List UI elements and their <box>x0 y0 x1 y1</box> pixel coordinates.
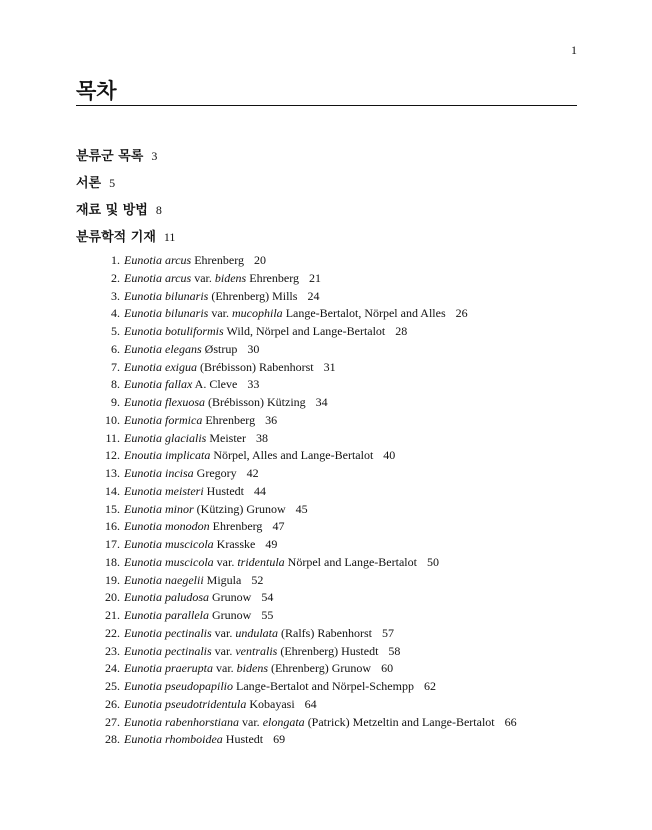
entry-number: 10. <box>105 412 120 427</box>
entry-page-number: 38 <box>256 430 268 445</box>
author-citation: Ehrenberg <box>209 519 263 534</box>
author-citation: Migula <box>203 572 242 587</box>
entry-page-number: 40 <box>383 448 396 463</box>
entry-page-number: 26 <box>455 306 468 321</box>
variety-marker: var. <box>211 643 236 658</box>
species-name: Eunotia muscicola <box>124 554 214 569</box>
species-name: Eunotia monodon <box>124 519 210 534</box>
author-citation: Gregory <box>193 466 237 480</box>
toc-species-entry <box>100 731 517 749</box>
toc-section-entry <box>76 199 175 226</box>
entry-number: 21. <box>105 608 120 622</box>
toc-section-entry <box>76 172 175 199</box>
entry-number: 12. <box>105 448 120 463</box>
entry-number: 14. <box>105 483 120 498</box>
species-name: Eunotia parallela <box>124 608 209 622</box>
author-citation: Nörpel, Alles and Lange-Bertalot <box>210 448 374 463</box>
toc-section-entry <box>76 226 175 253</box>
entry-number: 25. <box>105 679 120 693</box>
entry-number: 15. <box>105 501 120 516</box>
author-citation: Ehrenberg <box>191 253 244 267</box>
entry-number: 5. <box>111 324 120 338</box>
toc-species-entry <box>100 607 517 625</box>
section-title: 재료 및 방법 <box>76 203 148 218</box>
entry-number: 22. <box>105 625 120 640</box>
toc-species-entry <box>100 430 517 448</box>
entry-number: 20. <box>105 590 120 605</box>
toc-species-entry <box>100 305 517 323</box>
entry-page-number: 21 <box>309 270 321 285</box>
toc-species-entry <box>100 465 517 483</box>
author-citation: (Ehrenberg) Mills <box>208 288 298 303</box>
species-name: Eunotia rhomboidea <box>124 732 223 747</box>
variety-name: bidens <box>236 661 269 676</box>
author-citation: Ehrenberg <box>202 412 256 427</box>
section-page-number: 5 <box>109 176 116 190</box>
toc-species-entry <box>100 554 517 572</box>
entry-number: 6. <box>111 341 120 356</box>
section-title: 서론 <box>76 176 102 191</box>
entry-number: 18. <box>105 554 120 569</box>
entry-page-number: 57 <box>381 625 394 640</box>
species-name: Eunotia bilunaris <box>124 288 209 303</box>
entry-number: 27. <box>105 714 120 729</box>
species-name: Eunotia botuliformis <box>124 324 224 338</box>
entry-page-number: 36 <box>265 412 278 427</box>
toc-species-entry <box>100 359 517 377</box>
toc-species-entry <box>100 696 517 714</box>
author-citation: A. Cleve <box>192 377 238 392</box>
species-name: Eunotia pseudotridentula <box>124 696 247 711</box>
page-title: 목차 <box>76 79 117 103</box>
entry-page-number: 20 <box>253 253 266 267</box>
toc-species-entry <box>100 447 517 465</box>
entry-page-number: 31 <box>323 359 336 374</box>
toc-section-entry <box>76 145 175 172</box>
entry-page-number: 50 <box>426 554 439 569</box>
entry-number: 7. <box>111 359 120 374</box>
entry-number: 2. <box>111 270 120 285</box>
author-citation: Ehrenberg <box>246 270 299 285</box>
toc-species-entry <box>100 412 517 430</box>
toc-species-entry <box>100 394 517 412</box>
toc-species-entry <box>100 589 517 607</box>
entry-page-number: 33 <box>247 377 260 392</box>
entry-number: 17. <box>105 537 120 551</box>
toc-species-entry <box>100 572 517 590</box>
entry-page-number: 34 <box>315 395 328 409</box>
entry-page-number: 30 <box>247 341 260 356</box>
author-citation: Wild, Nörpel and Lange-Bertalot <box>223 324 386 338</box>
variety-name: mucophila <box>232 306 283 321</box>
species-name: Eunotia minor <box>124 501 194 516</box>
toc-species-entry <box>100 518 517 536</box>
toc-species-entry <box>100 643 517 661</box>
author-citation: Meister <box>206 430 246 445</box>
species-name: Eunotia naegelii <box>124 572 204 587</box>
entry-page-number: 58 <box>388 643 401 658</box>
species-name: Eunotia formica <box>124 412 203 427</box>
toc-species-entry <box>100 536 517 554</box>
toc-species-entry <box>100 341 517 359</box>
species-list <box>100 252 517 749</box>
entry-number: 9. <box>111 395 120 409</box>
species-name: Eunotia meisteri <box>124 483 204 498</box>
variety-marker: var. <box>213 554 238 569</box>
entry-number: 3. <box>111 288 120 303</box>
author-citation: Hustedt <box>203 483 245 498</box>
entry-page-number: 28 <box>395 324 408 338</box>
entry-number: 8. <box>111 377 120 392</box>
toc-species-entry <box>100 376 517 394</box>
section-list <box>76 145 175 253</box>
entry-page-number: 44 <box>254 483 267 498</box>
species-name: Eunotia praerupta <box>124 661 213 676</box>
author-citation: Østrup <box>201 341 238 356</box>
entry-page-number: 52 <box>251 572 264 587</box>
author-citation: (Brébisson) Rabenhorst <box>196 359 314 374</box>
species-name: Enoutia implicata <box>124 448 211 463</box>
entry-number: 24. <box>105 661 120 676</box>
species-name: Eunotia exigua <box>124 359 197 374</box>
species-name: Eunotia flexuosa <box>124 395 205 409</box>
entry-page-number: 69 <box>273 732 286 747</box>
entry-number: 28. <box>105 732 120 747</box>
species-name: Eunotia pectinalis <box>124 643 212 658</box>
section-page-number: 8 <box>155 203 162 217</box>
section-page-number: 3 <box>151 149 158 163</box>
entry-page-number: 62 <box>423 679 436 693</box>
entry-page-number: 49 <box>265 537 278 551</box>
species-name: Eunotia arcus <box>124 253 192 267</box>
species-name: Eunotia glacialis <box>124 430 207 445</box>
variety-marker: var. <box>211 625 236 640</box>
toc-species-entry <box>100 323 517 341</box>
species-name: Eunotia rabenhorstiana <box>124 714 240 729</box>
entry-page-number: 24 <box>307 288 320 303</box>
toc-species-entry <box>100 501 517 519</box>
author-citation: Nörpel and Lange-Bertalot <box>284 554 417 569</box>
variety-name: elongata <box>262 714 305 729</box>
author-citation: (Ralfs) Rabenhorst <box>278 625 372 640</box>
author-citation: Lange-Bertalot and Nörpel-Schempp <box>233 679 414 693</box>
entry-page-number: 42 <box>246 466 259 480</box>
title-rule <box>76 105 577 106</box>
species-name: Eunotia bilunaris <box>124 306 209 321</box>
entry-number: 16. <box>105 519 120 534</box>
entry-page-number: 66 <box>504 714 517 729</box>
author-citation: (Brébisson) Kützing <box>205 395 306 409</box>
page-number: 1 <box>571 43 577 57</box>
entry-page-number: 47 <box>272 519 285 534</box>
author-citation: (Patrick) Metzeltin and Lange-Bertalot <box>304 714 495 729</box>
variety-name: bidens <box>214 270 247 285</box>
entry-number: 1. <box>111 253 120 267</box>
species-name: Eunotia fallax <box>124 377 193 392</box>
section-title: 분류군 목록 <box>76 149 144 164</box>
variety-marker: var. <box>239 714 263 729</box>
variety-marker: var. <box>191 270 215 285</box>
entry-page-number: 64 <box>304 696 317 711</box>
author-citation: (Kützing) Grunow <box>193 501 286 516</box>
entry-number: 4. <box>111 306 120 321</box>
entry-page-number: 60 <box>381 661 394 676</box>
entry-number: 11. <box>105 430 120 445</box>
species-name: Eunotia paludosa <box>124 590 210 605</box>
toc-species-entry <box>100 288 517 306</box>
author-citation: Krasske <box>213 537 256 551</box>
entry-number: 13. <box>105 466 120 480</box>
entry-number: 23. <box>105 643 120 658</box>
species-name: Eunotia pectinalis <box>124 625 212 640</box>
author-citation: Hustedt <box>222 732 264 747</box>
author-citation: (Ehrenberg) Grunow <box>268 661 372 676</box>
entry-page-number: 45 <box>295 501 308 516</box>
entry-number: 26. <box>105 696 120 711</box>
variety-name: ventralis <box>235 643 278 658</box>
section-page-number: 11 <box>163 230 176 244</box>
author-citation: Grunow <box>209 608 252 622</box>
species-name: Eunotia incisa <box>124 466 194 480</box>
toc-species-entry <box>100 660 517 678</box>
variety-name: tridentula <box>237 554 285 569</box>
variety-marker: var. <box>213 661 237 676</box>
entry-page-number: 55 <box>261 608 274 622</box>
toc-species-entry <box>100 625 517 643</box>
toc-species-entry <box>100 252 517 270</box>
author-citation: Grunow <box>209 590 252 605</box>
author-citation: (Ehrenberg) Hustedt <box>277 643 379 658</box>
variety-name: undulata <box>235 625 278 640</box>
author-citation: Kobayasi <box>246 696 295 711</box>
species-name: Eunotia elegans <box>124 341 202 356</box>
toc-species-entry <box>100 270 517 288</box>
species-name: Eunotia arcus <box>124 270 192 285</box>
toc-species-entry <box>100 483 517 501</box>
section-title: 분류학적 기재 <box>76 230 156 245</box>
variety-marker: var. <box>208 306 233 321</box>
toc-species-entry <box>100 678 517 696</box>
species-name: Eunotia pseudopapilio <box>124 679 233 693</box>
toc-species-entry <box>100 714 517 732</box>
author-citation: Lange-Bertalot, Nörpel and Alles <box>282 306 446 321</box>
species-name: Eunotia muscicola <box>124 537 214 551</box>
entry-page-number: 54 <box>261 590 274 605</box>
entry-number: 19. <box>105 572 120 587</box>
